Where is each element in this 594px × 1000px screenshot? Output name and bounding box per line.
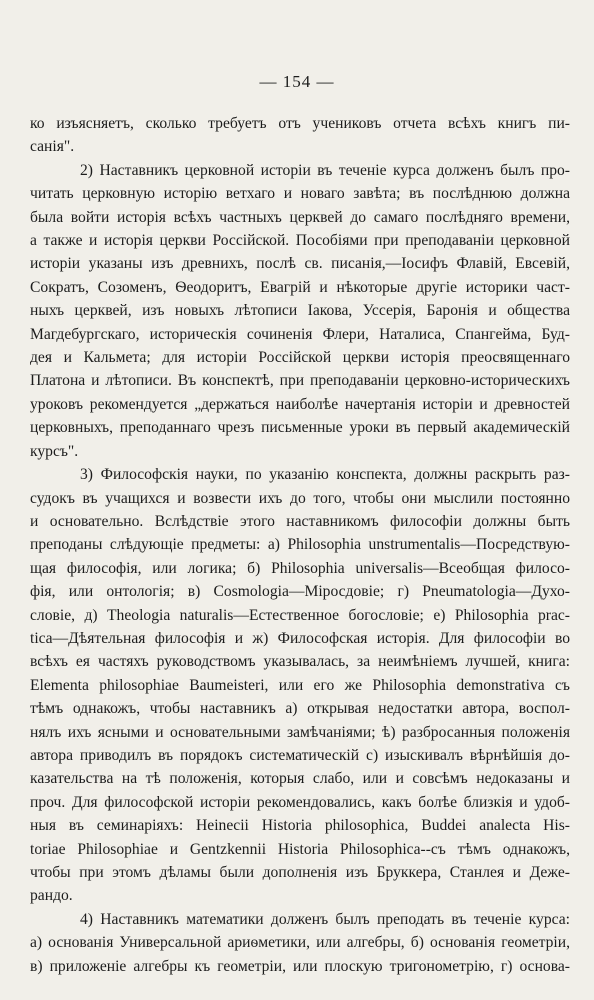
- text-line: преподаны слѣдующіе предметы: а) Philosophia unstrumentalis—Посредствую-: [30, 536, 570, 554]
- text-line: ныхъ церквей, изъ новыхъ лѣтописи Іакова, Уссерія, Баронія и общества: [30, 302, 570, 320]
- text-line: в) приложеніе алгебры къ геометріи, или плоскую тригонометрію, г) основа-: [30, 957, 570, 975]
- text-line: Платона и лѣтописи. Въ конспектѣ, при преподаваніи церковно-историческихъ: [30, 372, 570, 390]
- text-line: курсъ".: [30, 442, 79, 460]
- text-line: 4) Наставникъ математики долженъ былъ преподать въ теченіе курса:: [80, 910, 570, 928]
- text-line: дея и Кальмета; для исторіи Россійской церкви исторія преосвященнаго: [30, 349, 570, 367]
- text-line: и основательно. Вслѣдствіе этого наставникомъ философіи должны быть: [30, 512, 570, 530]
- text-line: санія".: [30, 138, 75, 156]
- text-line: была войти исторія всѣхъ частныхъ церквей до самаго послѣдняго времени,: [30, 208, 570, 226]
- text-line: tica—Дѣятельная философія и ж) Философская исторія. Для философіи во: [30, 629, 570, 647]
- text-line: судокъ въ учащихся и возвести ихъ до того, чтобы они мыслили постоянно: [30, 489, 570, 507]
- text-line: Elementa philosophiae Baumeisteri, или его же Philosophia demonstrativa съ: [30, 676, 570, 694]
- text-line: щая философія, или логика; б) Philosophia universalis—Всеобщая филосо-: [30, 559, 570, 577]
- text-line: а также и исторія церкви Россійской. Пособіями при преподаваніи церковной: [30, 232, 570, 250]
- text-line: ныя въ семинаріяхъ: Heinecii Historia philosophica, Buddei analecta His-: [30, 817, 570, 835]
- text-line: читать церковную исторію ветхаго и новаго завѣта; въ послѣднюю должна: [30, 185, 570, 203]
- text-line: toriae Philosophiae и Gentzkennii Historia Philosophica--съ тѣмъ однакожъ,: [30, 840, 570, 858]
- text-line: а) основанія Универсальной ариѳметики, или алгебры, б) основанія геометріи,: [30, 934, 570, 952]
- text-line: тѣмъ однакожъ, чтобы наставникъ а) открывая недостатки автора, воспол-: [30, 700, 570, 718]
- body-text: [30, 112, 570, 978]
- text-line: исторіи указаны изъ древнихъ, послѣ св. писанія,—Іосифъ Флавій, Евсевій,: [30, 255, 570, 273]
- text-line: всѣхъ ея частяхъ руководствомъ указывалась, за неимѣніемъ лучшей, книга:: [30, 653, 570, 671]
- text-line: рандо.: [30, 887, 73, 905]
- text-line: нялъ ихъ ясными и основательными замѣчаніями; ѣ) разбросанныя положенія: [30, 723, 570, 741]
- text-line: словіе, д) Theologia naturalis—Естественное богословіе; е) Philosophia prac-: [30, 606, 570, 624]
- text-line: фія, или онтологія; в) Cosmologia—Міросдовіе; г) Pneumatologia—Духо-: [30, 583, 570, 601]
- text-line: церковныхъ, преподаннаго чрезъ письменные уроки въ первый академическій: [30, 419, 570, 437]
- text-line: уроковъ рекомендуется „держаться наиболѣе начертанія исторіи и древностей: [30, 395, 570, 413]
- text-line: 3) Философскія науки, по указанію конспекта, должны раскрыть раз-: [80, 466, 570, 484]
- text-line: автора приводилъ въ порядокъ систематическій с) изыскивалъ вѣрнѣйшія до-: [30, 746, 570, 764]
- text-line: чтобы при этомъ дѣламы были дополненія изъ Бруккера, Станлея и Деже-: [30, 864, 570, 881]
- page-number: — 154 —: [259, 72, 335, 91]
- text-line: ко изъясняетъ, сколько требуетъ отъ учениковъ отчета всѣхъ книгъ пи-: [30, 115, 570, 132]
- text-line: проч. Для философской исторіи рекомендовались, какъ болѣе близкія и удоб-: [30, 793, 570, 811]
- text-line: казательства на тѣ положенія, которыя слабо, или и совсѣмъ недоказаны и: [30, 770, 570, 788]
- text-line: Сократъ, Созоменъ, Ѳеодоритъ, Евагрій и нѣкоторые другіе историки част-: [30, 278, 570, 296]
- text-line: Магдебургскаго, историческія сочиненія Флери, Наталиса, Спангейма, Буд-: [30, 325, 570, 343]
- text-line: 2) Наставникъ церковной исторіи въ теченіе курса долженъ былъ про-: [80, 161, 570, 179]
